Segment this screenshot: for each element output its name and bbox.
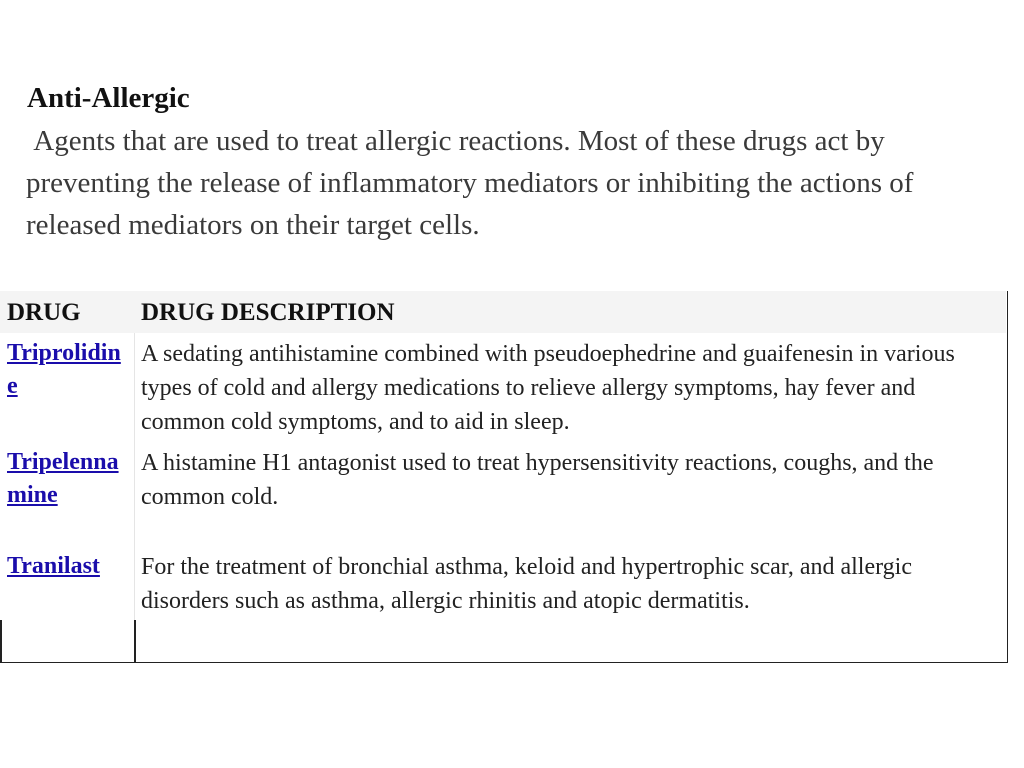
column-header-description: DRUG DESCRIPTION: [141, 299, 395, 326]
column-header-drug: DRUG: [7, 299, 81, 326]
column-divider-border: [134, 620, 136, 663]
drug-description: A histamine H1 antagonist used to treat hypersensitivity reactions, coughs, and the common cold.: [141, 450, 934, 510]
table-left-border: [0, 620, 2, 663]
drug-table: [0, 291, 1008, 663]
drug-link-tripelennamine[interactable]: Tripelennamine: [7, 449, 119, 508]
column-divider: [134, 333, 135, 663]
drug-link-triprolidine[interactable]: Triprolidine: [7, 340, 121, 399]
intro-paragraph: Agents that are used to treat allergic reactions. Most of these drugs act by preventing the release of inflammatory mediators or inhibiting the actions of released mediators on their target cells.: [26, 125, 921, 241]
drug-link-tranilast[interactable]: Tranilast: [7, 553, 100, 579]
page-title: Anti-Allergic: [27, 82, 190, 114]
drug-description: For the treatment of bronchial asthma, keloid and hypertrophic scar, and allergic disorders such as asthma, allergic rhinitis and atopic dermatitis.: [141, 554, 912, 614]
drug-description: A sedating antihistamine combined with pseudoephedrine and guaifenesin in various types of cold and allergy medications to relieve allergy symptoms, hay fever and common cold symptoms, and to aid in sleep.: [141, 341, 955, 435]
table-header-row: [0, 291, 1006, 333]
